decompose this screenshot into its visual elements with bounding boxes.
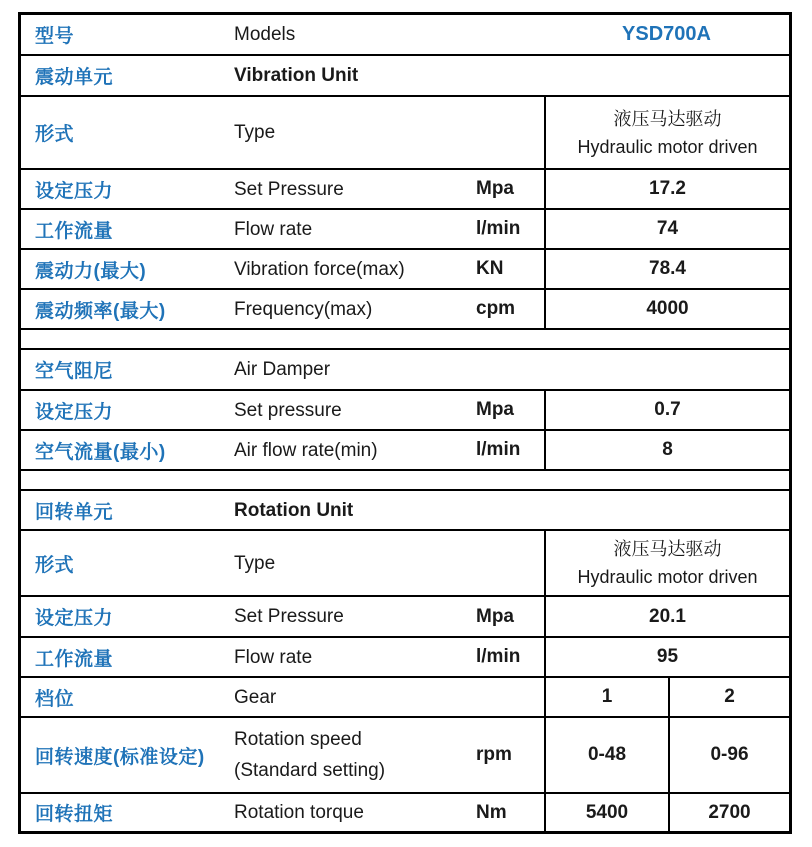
gear-label-en: Gear: [234, 686, 277, 708]
row-unit: Mpa: [476, 178, 514, 199]
rotation-type-row: [21, 531, 789, 597]
air-damper-header: [21, 350, 789, 391]
row-label-zh: 震动力(最大): [35, 260, 147, 282]
rotation-torque-row: [21, 794, 789, 831]
table-row: [21, 250, 789, 290]
row-label-zh: 工作流量: [35, 220, 114, 242]
table-row: [21, 391, 789, 431]
air-damper-label-zh: 空气阻尼: [35, 361, 114, 382]
row-label-zh: 设定压力: [35, 401, 114, 423]
row-label-en: Air flow rate(min): [234, 439, 378, 461]
speed-gear-1-value: 0-48: [544, 718, 668, 792]
row-label-en: Vibration force(max): [234, 258, 405, 280]
row-value: 0.7: [544, 391, 789, 429]
row-value: 8: [544, 431, 789, 469]
row-label-zh: 震动频率(最大): [35, 300, 166, 322]
type-value: [544, 531, 789, 595]
torque-gear-2-value: 2700: [668, 794, 789, 831]
row-unit: l/min: [476, 646, 521, 667]
row-value: 17.2: [544, 170, 789, 208]
speed-label-en: [234, 718, 474, 792]
row-unit: Mpa: [476, 605, 514, 627]
table-row: [21, 290, 789, 330]
row-unit: cpm: [476, 298, 516, 319]
row-unit: Mpa: [476, 399, 514, 420]
vibration-unit-header: [21, 56, 789, 97]
row-value: 78.4: [544, 250, 789, 288]
row-value: 4000: [544, 290, 789, 328]
type-label-zh: 形式: [35, 124, 75, 145]
row-label-en: Flow rate: [234, 646, 313, 668]
row-label-zh: 设定压力: [35, 180, 114, 202]
vibration-type-row: [21, 97, 789, 170]
table-row: [21, 638, 789, 678]
row-label-en: Frequency(max): [234, 298, 373, 320]
torque-label-en: Rotation torque: [234, 802, 364, 823]
table-row: [21, 170, 789, 210]
models-label-zh: 型号: [35, 26, 75, 47]
torque-label-zh: 回转扭矩: [35, 804, 114, 825]
row-value: 95: [544, 638, 789, 676]
row-label-en: Set pressure: [234, 399, 342, 421]
speed-label-en-line1: Rotation speed: [234, 729, 362, 750]
vibration-unit-label-en: Vibration Unit: [234, 65, 359, 86]
row-label-zh: 工作流量: [35, 648, 114, 670]
row-label-zh: 空气流量(最小): [35, 441, 166, 463]
row-unit: l/min: [476, 439, 521, 460]
rotation-speed-row: [21, 718, 789, 794]
models-label-en: Models: [234, 24, 296, 45]
row-unit: l/min: [476, 218, 521, 239]
speed-label-en-line2: (Standard setting): [234, 760, 386, 781]
gear-1-value: 1: [544, 678, 668, 716]
gear-2-value: 2: [668, 678, 789, 716]
row-value: 20.1: [544, 597, 789, 636]
gear-label-zh: 档位: [35, 688, 75, 710]
torque-gear-1-value: 5400: [544, 794, 668, 831]
type-label-zh: 形式: [35, 554, 75, 576]
rotation-unit-label-zh: 回转单元: [35, 501, 114, 523]
row-label-en: Set Pressure: [234, 606, 344, 627]
row-label-en: Flow rate: [234, 218, 313, 240]
type-value: [544, 97, 789, 168]
section-divider: [21, 471, 789, 491]
table-row: [21, 597, 789, 638]
speed-unit: rpm: [476, 744, 512, 765]
type-value-en: Hydraulic motor driven: [577, 567, 758, 587]
section-divider: [21, 330, 789, 350]
row-unit: KN: [476, 258, 504, 279]
models-row: [21, 15, 789, 56]
type-label-en: Type: [234, 122, 276, 143]
speed-gear-2-value: 0-96: [668, 718, 789, 792]
air-damper-label-en: Air Damper: [234, 359, 331, 380]
type-value-en: Hydraulic motor driven: [577, 136, 758, 157]
row-label-en: Set Pressure: [234, 178, 344, 200]
table-row: [21, 210, 789, 250]
type-value-zh: 液压马达驱动: [613, 108, 722, 129]
vibration-unit-label-zh: 震动单元: [35, 67, 114, 88]
spec-table: [18, 12, 792, 834]
gear-row: [21, 678, 789, 718]
rotation-unit-header: [21, 491, 789, 531]
rotation-unit-label-en: Rotation Unit: [234, 499, 354, 521]
table-row: [21, 431, 789, 471]
row-value: 74: [544, 210, 789, 248]
type-label-en: Type: [234, 552, 276, 574]
row-label-zh: 设定压力: [35, 608, 114, 629]
speed-label-zh: 回转速度(标准设定): [35, 746, 205, 768]
type-value-zh: 液压马达驱动: [613, 539, 722, 559]
torque-unit: Nm: [476, 801, 507, 823]
model-value: YSD700A: [622, 23, 711, 45]
